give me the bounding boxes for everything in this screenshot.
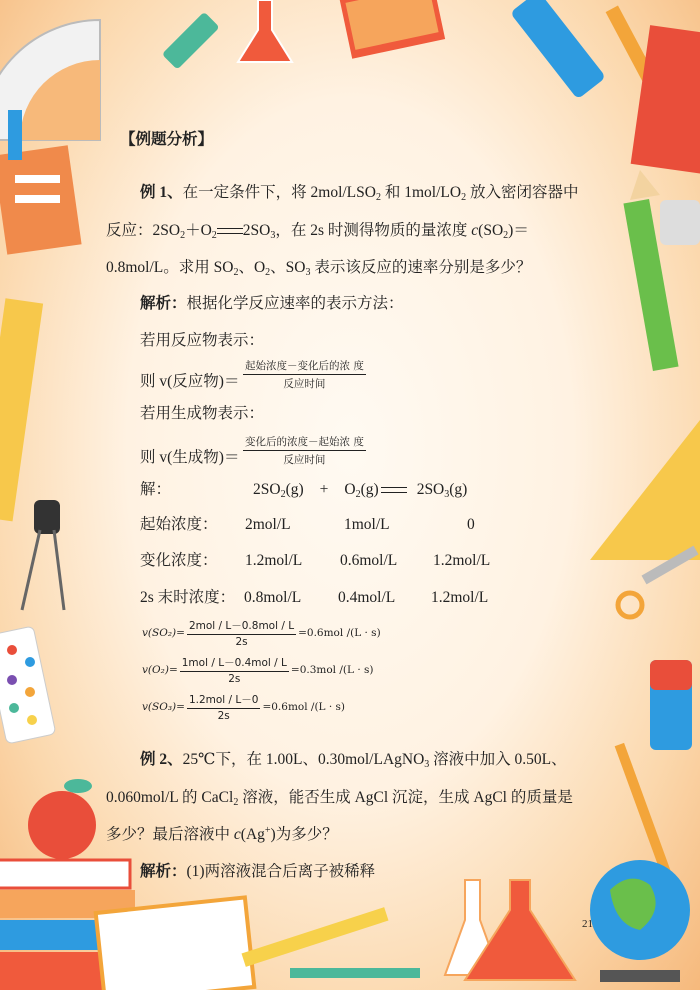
reactant-intro: 若用反应物表示： xyxy=(140,332,265,349)
table-cell: 2mol/L xyxy=(245,516,291,533)
table-row-label: 变化浓度： xyxy=(140,552,218,569)
equilibrium-arrow-icon xyxy=(381,484,407,496)
example-1-line-3: 0.8mol/L。求用 $SO_2$、$O_2$、$SO_3$ 表示该反应的速率分别是多少？ xyxy=(106,259,532,278)
rate-formula-so3: v(SO₃)= $\frac{\text{1.2mol / L－0}}{2s}$ =0.6mol /(L · s) xyxy=(142,694,346,722)
example-2-line-3: 多少？最后溶液中 c(Ag+)为多少？ xyxy=(106,825,338,843)
example-1-line-2: 反应：$2SO_2+O_2$ $2SO_3$，在 2s 时测得物质的量浓度 $c(SO_2)=$ xyxy=(106,222,529,241)
table-cell: 0.4mol/L xyxy=(338,589,396,606)
rate-formula-so2: v(SO₂)= $\frac{\text{2mol / L－0.8mol / L}}{2s}$ =0.6mol /(L · s) xyxy=(142,620,381,648)
example-2-line-1: 例 2、25℃下，在 1.00L、0.30mol/LAgNO$_3$ 溶液中加入 0.50L、 xyxy=(140,751,567,770)
example-2-label: 例 2、 xyxy=(140,751,183,768)
rate-formula-o2: v(O₂)= $\frac{\text{1mol / L－0.4mol / L}}{2s}$ =0.3mol /(L · s) xyxy=(142,657,374,685)
solution-label: 解： xyxy=(140,481,172,498)
table-row-label: 起始浓度： xyxy=(140,516,218,533)
table-cell: 1.2mol/L xyxy=(245,552,303,569)
reaction-equation: $2SO_2(g) + O_2(g)$ $2SO_3(g)$ xyxy=(253,481,468,500)
analysis-line: 解析：根据化学反应速率的表示方法： xyxy=(140,295,404,312)
reactant-formula-lhs: 则 v(反应物)＝ xyxy=(140,373,240,390)
table-cell: 0.8mol/L xyxy=(244,589,302,606)
analysis-label: 解析： xyxy=(140,295,187,312)
table-cell: 1.2mol/L xyxy=(433,552,491,569)
table-cell: 1mol/L xyxy=(344,516,390,533)
analysis-2-line: 解析：(1)两溶液混合后离子被稀释 xyxy=(140,863,376,880)
example-1-label: 例 1、 xyxy=(140,184,183,201)
product-formula-lhs: 则 v(生成物)＝ xyxy=(140,449,240,466)
product-formula-fraction: 变化后的浓度－起始浓 度 反应时间 xyxy=(245,436,364,466)
table-cell: 0.6mol/L xyxy=(340,552,398,569)
section-heading: 【例题分析】 xyxy=(120,131,214,148)
product-intro: 若用生成物表示： xyxy=(140,405,265,422)
example-2-line-2: 0.060mol/L 的 CaCl$_2$ 溶液，能否生成 AgCl 沉淀，生成 AgCl 的质量是 xyxy=(106,789,573,808)
reactant-formula-fraction: 起始浓度－变化后的浓 度 反应时间 xyxy=(245,360,364,390)
analysis-2-label: 解析： xyxy=(140,863,187,880)
page-number: 21 xyxy=(582,918,593,930)
table-row-label: 2s 末时浓度： xyxy=(140,589,236,606)
equilibrium-arrow-icon xyxy=(217,225,243,237)
table-cell: 1.2mol/L xyxy=(431,589,489,606)
table-cell: 0 xyxy=(467,516,475,533)
example-1-line-1: 例 1、在一定条件下，将 $2mol/LSO_2$ 和 $1mol/LO_2$ 放入密闭容器中 xyxy=(140,184,579,203)
